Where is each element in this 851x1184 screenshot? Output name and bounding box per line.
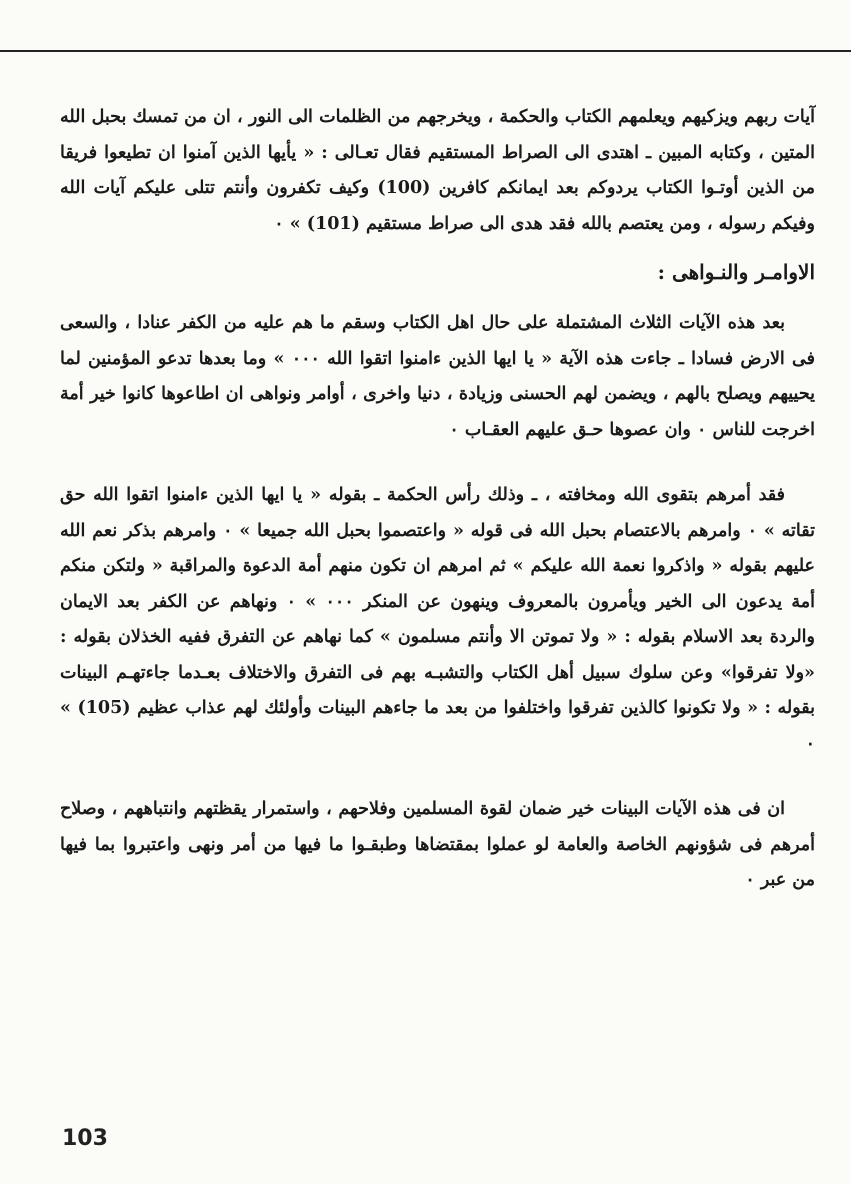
section-heading: الاوامـر والنـواهى : xyxy=(657,260,815,284)
page-body xyxy=(60,100,815,899)
paragraph-1: آيات ربهم ويزكيهم ويعلمهم الكتاب والحكمة ، ويخرجهم من الظلمات الى النور ، ان من تمسك بحبل الله المتين ، وكتابه المبين ـ اهتدى الى الصراط المستقيم فقال تعـالى : « يأيها الذين آمنوا ان تطيعوا فريقا من الذين أوتـوا الكتاب يردوكم بعد ايمانكم كافرين (100) وكيف تكفرون وأنتم تتلى عليكم آيات الله وفيكم رسوله ، ومن يعتصم بالله فقد هدى الى صراط مستقيم (101) » ٠ xyxy=(60,107,815,234)
paragraph-3: فقد أمرهم بتقوى الله ومخافته ، ـ وذلك رأس الحكمة ـ بقوله « يا ايها الذين ءامنوا اتقوا الله حق تقاته » ٠ وامرهم بالاعتصام بحبل الله فى قوله « واعتصموا بحبل الله جميعا » ٠ وامرهم بذكر نعم الله عليهم بقوله « واذكروا نعمة الله عليكم » ثم امرهم ان تكون منهم أمة الدعوة والمراقبة « ولتكن منكم أمة يدعون الى الخير ويأمرون بالمعروف وينهون عن المنكر ٠٠٠ » ٠ ونهاهم عن الكفر بعد الايمان والردة بعد الاسلام بقوله : « ولا تموتن الا وأنتم مسلمون » كما نهاهم عن التفرق ففيه الخذلان بقوله : «ولا تفرقوا» وعن سلوك سبيل أهل الكتاب والتشبـه بهم فى التفرق والاختلاف بعـدما جاءتهـم البينات بقوله : « ولا تكونوا كالذين تفرقوا واختلفوا من بعد ما جاءهم البينات وأولئك لهم عذاب عظيم (105) » ٠ xyxy=(60,485,815,754)
top-rule xyxy=(0,50,851,52)
paragraph-2: بعد هذه الآيات الثلاث المشتملة على حال اهل الكتاب وسقم ما هم عليه من الكفر عنادا ، والسعى فى الارض فسادا ـ جاءت هذه الآية « يا ايها الذين ءامنوا اتقوا الله ٠٠٠ » وما بعدها تدعو المؤمنين لما يحييهم ويصلح بالهم ، ويضمن لهم الحسنى وزيادة ، دنيا واخرى ، أوامر ونواهى ان اطاعوها كانوا خير أمة اخرجت للناس ٠ وان عصوها حـق عليهم العقـاب ٠ xyxy=(60,313,815,440)
page-number: 103 xyxy=(62,1126,108,1151)
paragraph-4: ان فى هذه الآيات البينات خير ضمان لقوة المسلمين وفلاحهم ، واستمرار يقظتهم وانتباههم ، وصلاح أمرهم فى شؤونهم الخاصة والعامة لو عملوا بمقتضاها وطبقـوا ما فيها من أمر ونهى واعتبروا بما فيها من عبر ٠ xyxy=(60,799,815,890)
